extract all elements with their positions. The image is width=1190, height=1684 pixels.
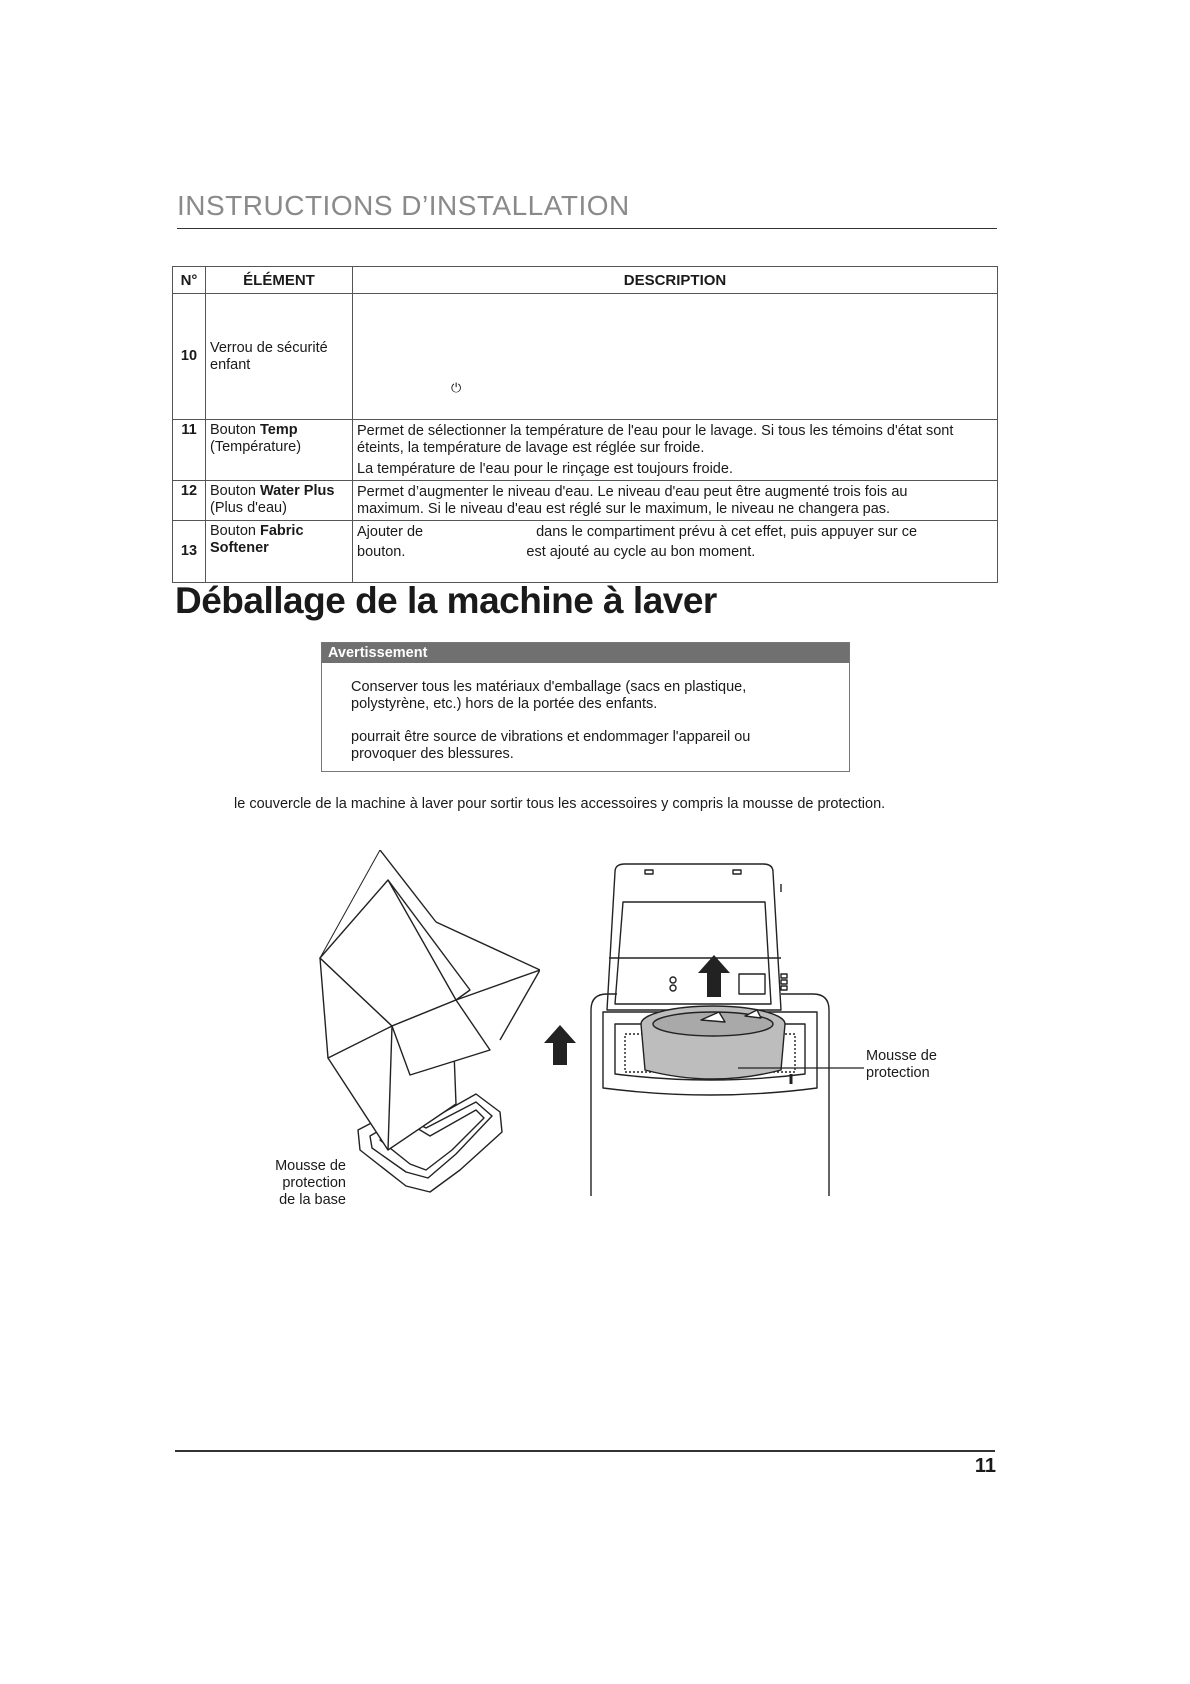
element-label-bold: Fabric [260, 523, 304, 539]
table-row [173, 521, 998, 583]
header-description: DESCRIPTION [353, 267, 998, 294]
row-number: 12 [173, 481, 206, 521]
description-text: bouton. [357, 544, 406, 560]
carton-box-illustration [280, 850, 540, 1210]
element-label: enfant [210, 356, 251, 373]
element-label-bold: Temp [260, 422, 298, 438]
row-number: 10 [173, 294, 206, 420]
table-row [173, 420, 998, 481]
warning-paragraph [351, 679, 849, 713]
warning-text: provoquer des blessures. [351, 746, 514, 762]
lift-arrow-icon [697, 955, 731, 997]
unpacking-heading: Déballage de la machine à laver [175, 580, 717, 621]
table-row [173, 294, 998, 420]
description-text: est ajouté au cycle au bon moment. [526, 544, 756, 560]
warning-title: Avertissement [322, 643, 849, 663]
row-element [206, 521, 353, 583]
description-text: maximum. Si le niveau d'eau est réglé sur le maximum, le niveau ne changera pas. [357, 501, 891, 517]
power-icon: ⏻ [451, 381, 462, 396]
row-description [353, 481, 998, 521]
row-description [353, 294, 998, 420]
element-label: Bouton [210, 422, 260, 438]
warning-text: Conserver tous les matériaux d'emballage (sacs en plastique, [351, 679, 747, 695]
warning-paragraph [351, 729, 849, 763]
description-text: Permet d’augmenter le niveau d'eau. Le niveau d'eau peut être augmenté trois fois au [357, 484, 908, 500]
element-label: (Plus d'eau) [210, 500, 287, 516]
footer-divider [175, 1450, 995, 1452]
description-text: La température de l'eau pour le rinçage est toujours froide. [357, 461, 733, 477]
description-text: dans le compartiment prévu à cet effet, puis appuyer sur ce [536, 524, 918, 540]
element-label-bold: Water Plus [260, 483, 335, 499]
warning-box [321, 642, 850, 772]
callout-line [738, 1066, 864, 1070]
table-header-row [173, 267, 998, 294]
section-title: INSTRUCTIONS D’INSTALLATION [177, 190, 630, 221]
table-row [173, 481, 998, 521]
description-text: éteints, la température de lavage est réglée sur froide. [357, 440, 705, 456]
lift-arrow-icon [542, 1025, 578, 1065]
row-number: 13 [173, 521, 206, 583]
element-label: Verrou de sécurité [210, 339, 328, 356]
warning-text: pourrait être source de vibrations et endommager l'appareil ou [351, 729, 751, 745]
row-element [206, 481, 353, 521]
row-element [206, 420, 353, 481]
intro-text: le couvercle de la machine à laver pour sortir tous les accessoires y compris la mousse de protection. [234, 796, 886, 812]
washing-machine-illustration [585, 862, 845, 1202]
tub-foam-label: Mousse de protection [866, 1048, 937, 1081]
element-label: (Température) [210, 439, 302, 455]
page-number: 11 [974, 1455, 996, 1477]
row-description [353, 420, 998, 481]
element-label-bold: Softener [210, 540, 269, 556]
element-label: Bouton [210, 483, 260, 499]
warning-text: polystyrène, etc.) hors de la portée des enfants. [351, 696, 658, 712]
row-number: 11 [173, 420, 206, 481]
elements-table [172, 266, 998, 583]
base-foam-label: Mousse de protection de la base [275, 1158, 346, 1208]
row-description [353, 521, 998, 583]
header-element: ÉLÉMENT [206, 267, 353, 294]
title-divider [177, 228, 997, 229]
description-text: Permet de sélectionner la température de l'eau pour le lavage. Si tous les témoins d'état sont [357, 423, 954, 439]
description-text: Ajouter de [357, 524, 424, 540]
element-label: Bouton [210, 523, 260, 539]
header-num: N° [173, 267, 206, 294]
row-element [206, 294, 353, 420]
